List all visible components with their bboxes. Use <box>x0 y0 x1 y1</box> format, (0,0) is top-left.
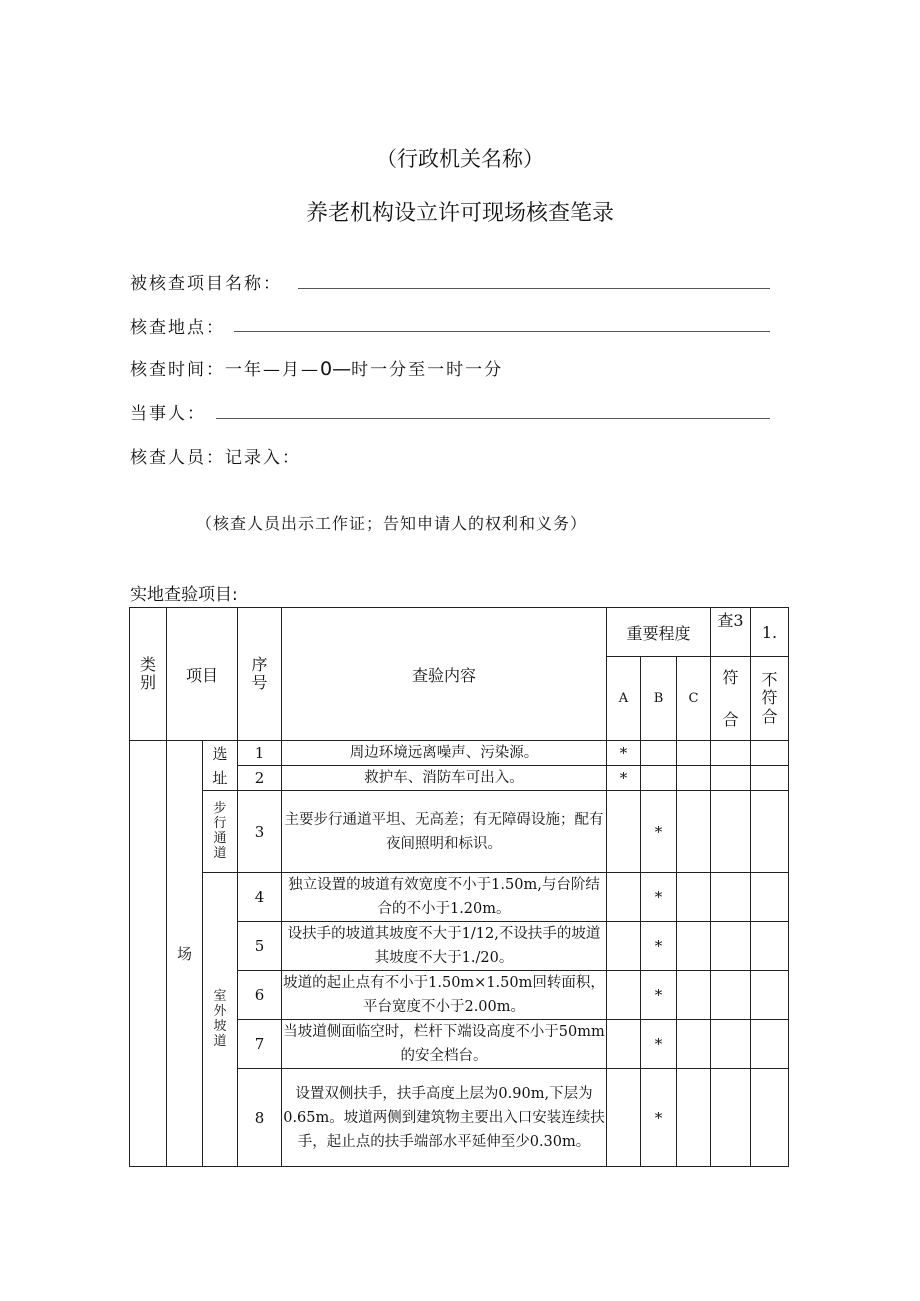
row-importance-b <box>641 766 677 791</box>
row-importance-b: * <box>641 1020 677 1069</box>
row-importance-c <box>677 791 711 873</box>
row-importance-a <box>607 922 641 971</box>
row-seq: 8 <box>238 1069 282 1167</box>
row-seq: 4 <box>238 873 282 922</box>
header-importance: 重要程度 <box>607 608 711 657</box>
row-conform[interactable] <box>711 791 751 873</box>
row-content: 救护车、消防车可出入。 <box>282 766 607 791</box>
row-seq: 3 <box>238 791 282 873</box>
row-content: 设扶手的坡道其坡度不大于1/12,不设扶手的坡道其坡度不大于1./20。 <box>282 922 607 971</box>
row-importance-c <box>677 741 711 766</box>
row-importance-b: * <box>641 922 677 971</box>
item-category-cell: 场 <box>167 741 203 1167</box>
inspection-table <box>129 607 789 1167</box>
time-zero: 0— <box>320 358 352 380</box>
row-content: 独立设置的坡道有效宽度不小于1.50m,与台阶结合的不小于1.20m。 <box>282 873 607 922</box>
party-label: 当事人： <box>130 404 206 424</box>
row-conform[interactable] <box>711 873 751 922</box>
header-conform: 符合 <box>711 657 751 741</box>
row-conform[interactable] <box>711 766 751 791</box>
row-importance-a <box>607 971 641 1020</box>
row-conform[interactable] <box>711 741 751 766</box>
row-importance-b: * <box>641 791 677 873</box>
row-importance-c <box>677 873 711 922</box>
row-importance-b: * <box>641 873 677 922</box>
category-cell <box>130 741 167 1167</box>
row-importance-a <box>607 1069 641 1167</box>
row-importance-a <box>607 1020 641 1069</box>
project-name-label: 被核查项目名称： <box>130 274 282 294</box>
row-importance-c <box>677 971 711 1020</box>
row-importance-b: * <box>641 971 677 1020</box>
row-nonconform[interactable] <box>751 741 789 766</box>
row-content: 周边环境远离噪声、污染源。 <box>282 741 607 766</box>
group-walkway: 步行通道 <box>203 791 238 873</box>
inspectors-label: 核查人员：记录入： <box>130 448 301 468</box>
row-nonconform[interactable] <box>751 1020 789 1069</box>
table-row <box>130 873 789 922</box>
row-content: 主要步行通道平坦、无高差；有无障碍设施；配有夜间照明和标识。 <box>282 791 607 873</box>
row-content: 设置双侧扶手，扶手高度上层为0.90m,下层为0.65m。坡道两侧到建筑物主要出入口安装连续扶手，起止点的扶手端部水平延伸至少0.30m。 <box>282 1069 607 1167</box>
row-content: 坡道的起止点有不小于1.50m×1.50m回转面积，平台宽度不小于2.00m。 <box>282 971 607 1020</box>
table-row <box>130 791 789 873</box>
header-content: 查验内容 <box>282 608 607 741</box>
row-content: 当坡道侧面临空时，栏杆下端设高度不小于50mm的安全档台。 <box>282 1020 607 1069</box>
notice-text: （核查人员出示工作证；告知申请人的权利和义务） <box>196 514 588 533</box>
row-importance-c <box>677 766 711 791</box>
row-importance-b: * <box>641 1069 677 1167</box>
row-importance-a: * <box>607 766 641 791</box>
row-conform[interactable] <box>711 971 751 1020</box>
header-importance-b: B <box>641 657 677 741</box>
row-importance-b <box>641 741 677 766</box>
document-title: 养老机构设立许可现场核查笔录 <box>305 201 614 226</box>
row-nonconform[interactable] <box>751 791 789 873</box>
row-importance-a <box>607 791 641 873</box>
time-line <box>130 355 503 380</box>
row-conform[interactable] <box>711 1069 751 1167</box>
row-nonconform[interactable] <box>751 922 789 971</box>
header-check: 查3 <box>711 608 751 657</box>
group-ramp: 室外坡道 <box>203 873 238 1167</box>
row-conform[interactable] <box>711 1020 751 1069</box>
header-check-extra: 1. <box>751 608 789 657</box>
header-nonconform: 不符合 <box>751 657 789 741</box>
row-seq: 2 <box>238 766 282 791</box>
header-category: 类别 <box>130 608 167 741</box>
header-importance-c: C <box>677 657 711 741</box>
row-nonconform[interactable] <box>751 766 789 791</box>
row-seq: 5 <box>238 922 282 971</box>
party-blank <box>216 418 770 419</box>
row-seq: 6 <box>238 971 282 1020</box>
row-nonconform[interactable] <box>751 971 789 1020</box>
row-nonconform[interactable] <box>751 873 789 922</box>
row-seq: 7 <box>238 1020 282 1069</box>
row-importance-c <box>677 922 711 971</box>
row-conform[interactable] <box>711 922 751 971</box>
org-name: （行政机关名称） <box>376 147 544 171</box>
project-name-blank <box>298 288 770 289</box>
row-importance-a: * <box>607 741 641 766</box>
time-label: 核查时间：一年—月— <box>130 360 320 380</box>
row-importance-a <box>607 873 641 922</box>
group-site: 选址 <box>203 741 238 791</box>
header-importance-a: A <box>607 657 641 741</box>
row-seq: 1 <box>238 741 282 766</box>
location-label: 核查地点： <box>130 318 225 338</box>
table-row <box>130 741 789 766</box>
header-item: 项目 <box>167 608 238 741</box>
row-importance-c <box>677 1069 711 1167</box>
section-title: 实地查验项目: <box>130 585 238 605</box>
header-seq: 序号 <box>238 608 282 741</box>
time-rest: 时一分至一时一分 <box>351 360 504 380</box>
row-importance-c <box>677 1020 711 1069</box>
row-nonconform[interactable] <box>751 1069 789 1167</box>
location-blank <box>234 331 770 332</box>
